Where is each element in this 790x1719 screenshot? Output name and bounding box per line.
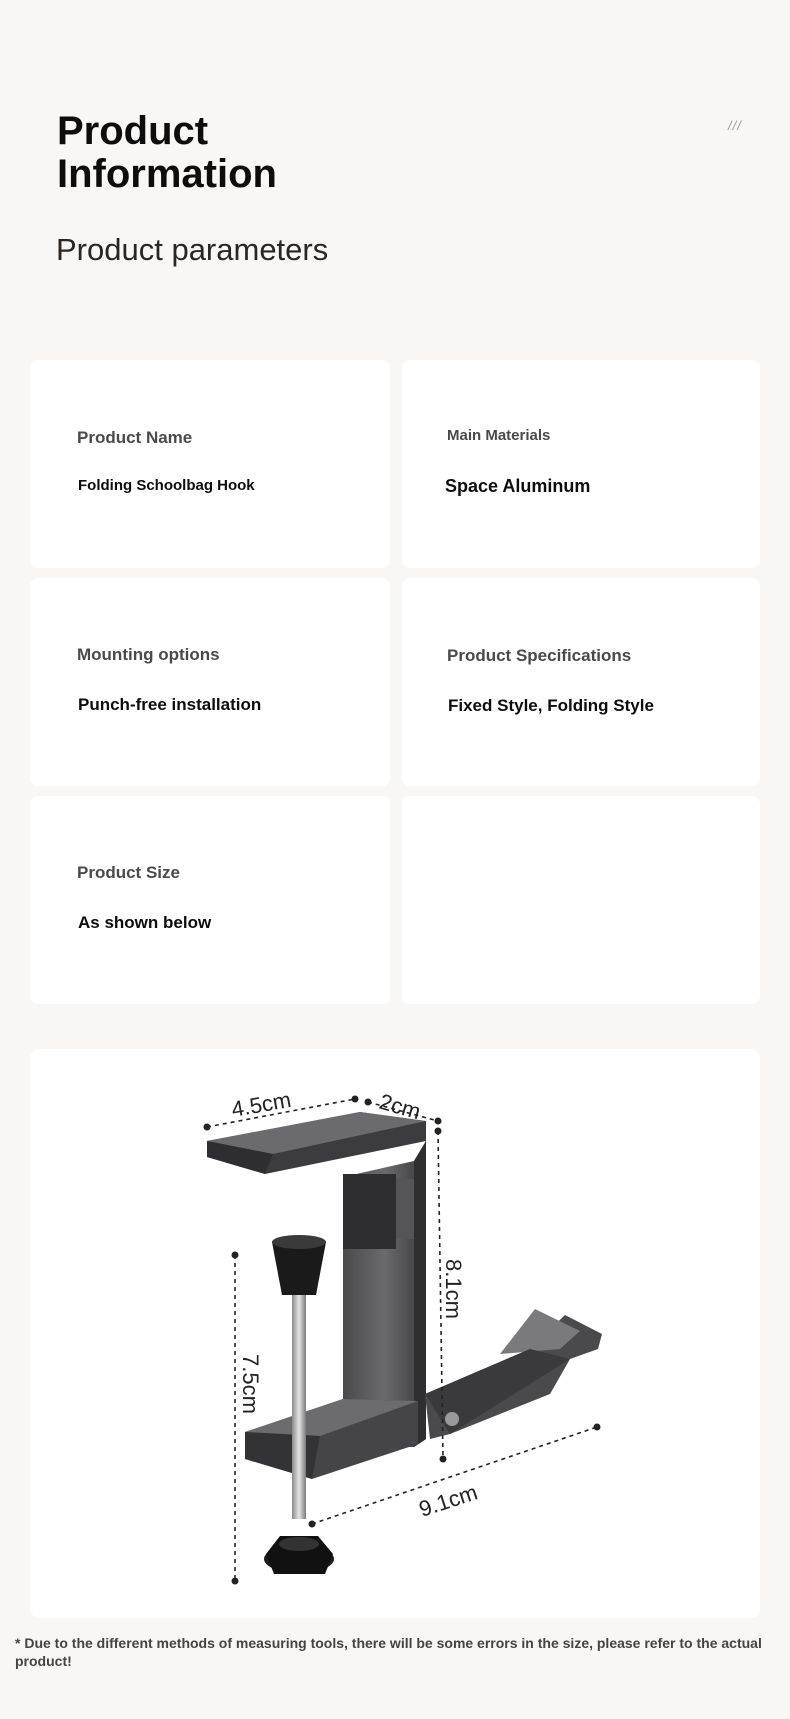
param-value: Folding Schoolbag Hook: [78, 477, 255, 494]
hook-illustration: [30, 1049, 760, 1618]
clamp-screw: [264, 1235, 334, 1574]
title-line-1: Product: [57, 109, 209, 153]
param-value: As shown below: [78, 913, 212, 932]
param-card-main-materials: [402, 360, 760, 568]
measurement-footnote: * Due to the different methods of measuring tools, there will be some errors in the size, please refer to the actual product!: [15, 1635, 762, 1669]
param-card-product-name: [30, 360, 390, 568]
param-card-product-specifications: [402, 578, 760, 786]
param-value: Fixed Style, Folding Style: [448, 696, 654, 715]
dim-hook-length: 9.1cm: [415, 1479, 481, 1522]
dim-depth: 2cm: [376, 1088, 424, 1125]
product-dimension-image: [30, 1049, 760, 1618]
dim-height: 8.1cm: [441, 1259, 466, 1319]
param-card-empty: [402, 796, 760, 1004]
section-subtitle: Product parameters: [56, 232, 329, 267]
page-title: [57, 110, 277, 196]
title-line-2: Information: [57, 152, 277, 196]
param-value: Space Aluminum: [445, 476, 591, 496]
param-label: Mounting options: [77, 645, 220, 664]
decorative-slashes: ///: [728, 118, 742, 133]
param-card-mounting-options: [30, 578, 390, 786]
param-value: Punch-free installation: [78, 695, 262, 714]
param-label: Product Size: [77, 863, 180, 882]
param-card-product-size: [30, 796, 390, 1004]
param-label: Main Materials: [447, 427, 551, 444]
param-label: Product Name: [77, 428, 193, 447]
dim-clamp-height: 7.5cm: [238, 1354, 263, 1414]
dim-top-width: 4.5cm: [229, 1086, 293, 1122]
param-label: Product Specifications: [447, 646, 632, 665]
folding-hook: [425, 1309, 602, 1439]
bottom-jaw: [245, 1399, 418, 1479]
